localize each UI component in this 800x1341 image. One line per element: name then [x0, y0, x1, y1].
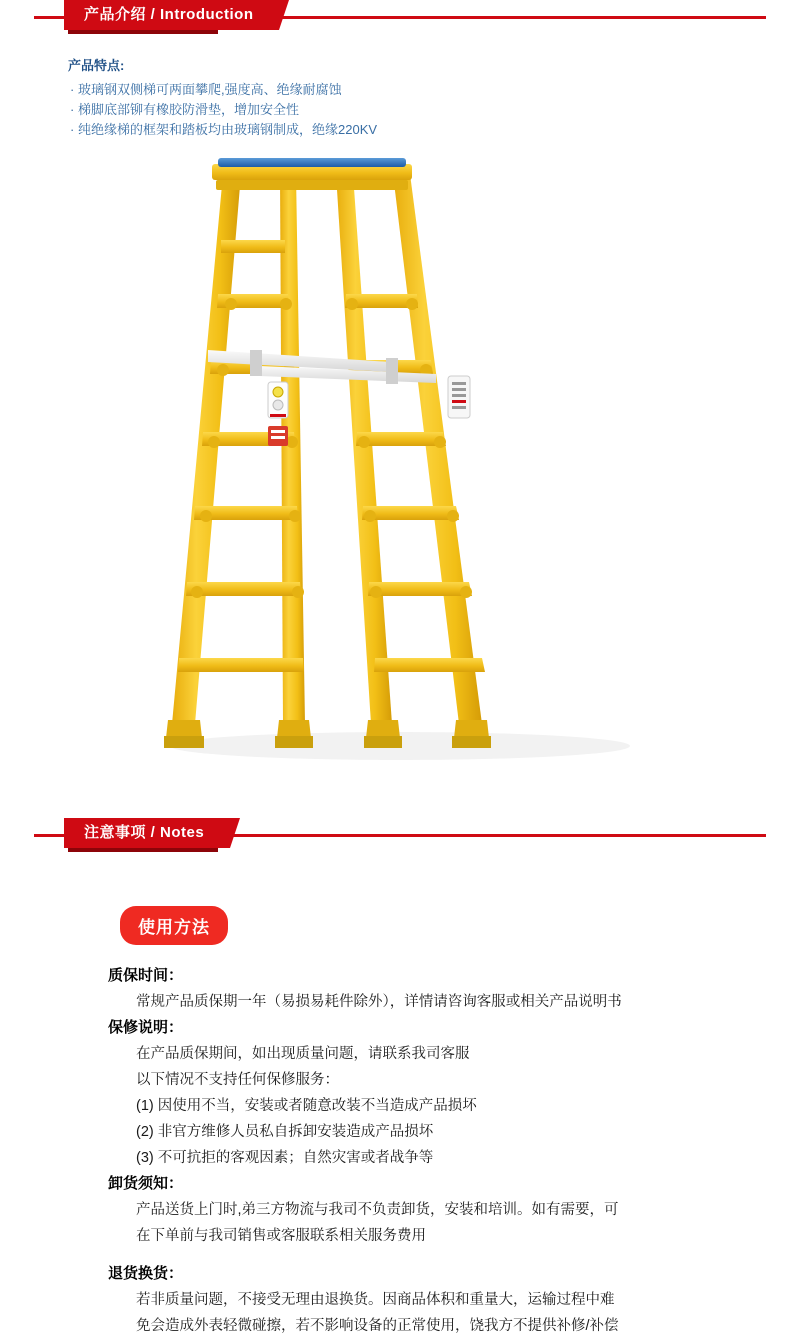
returns-line: 若非质量问题，不接受无理由退换货。因商品体积和重量大，运输过程中难: [136, 1292, 615, 1308]
ladder-illustration: [90, 154, 710, 774]
introduction-tab-label: 产品介绍 / Introduction: [64, 0, 279, 30]
features-title: 产品特点:: [68, 58, 125, 73]
warranty-period-title: 质保时间：: [108, 967, 184, 984]
notes-content: [108, 963, 728, 1339]
warranty-period-line: 常规产品质保期一年（易损易耗件除外），详情请咨询客服或相关产品说明书: [136, 994, 622, 1010]
unloading-line: 产品送货上门时,弟三方物流与我司不负责卸货，安装和培训。如有需要，可: [136, 1202, 619, 1218]
notes-section: [0, 818, 800, 1339]
tab-notch-icon: [230, 818, 240, 848]
unloading-line: 在下单前与我司销售或客服联系相关服务费用: [136, 1228, 426, 1244]
introduction-text-block: [68, 56, 800, 140]
tab-shadow: [68, 848, 218, 852]
spacer: [108, 1249, 728, 1261]
returns-line: 免会造成外表轻微碰擦，若不影响设备的正常使用，饶我方不提供补修/补偿: [136, 1318, 619, 1334]
warranty-exclusion-item: (1) 因使用不当，安装或者随意改装不当造成产品损坏: [136, 1098, 477, 1114]
warranty-exclusion-item: (2) 非官方维修人员私自拆卸安装造成产品损坏: [136, 1124, 434, 1140]
product-photo: [0, 154, 800, 794]
warranty-exclusion-item: (3) 不可抗拒的客观因素；自然灾害或者战争等: [136, 1150, 434, 1166]
tab-shadow: [68, 30, 218, 34]
returns-title: 退货换货：: [108, 1265, 184, 1282]
tab-notch-icon: [279, 0, 289, 30]
warranty-terms-line: 以下情况不支持任何保修服务：: [136, 1072, 339, 1088]
notes-tab-label: 注意事项 / Notes: [64, 818, 230, 848]
ladder-right-side: [336, 174, 491, 748]
usage-method-badge: 使用方法: [120, 906, 228, 945]
introduction-section-header: [34, 0, 766, 34]
notes-section-header: [34, 818, 766, 852]
ladder-left-side: [164, 174, 313, 748]
warranty-terms-title: 保修说明：: [108, 1019, 184, 1036]
feature-item: · 玻璃钢双侧梯可两面攀爬,强度高、绝缘耐腐蚀: [68, 80, 800, 100]
unloading-title: 卸货须知：: [108, 1175, 184, 1192]
warning-sticker: [268, 382, 288, 418]
feature-item: · 纯绝缘梯的框架和踏板均由玻璃钢制成，绝缘220KV: [68, 120, 800, 140]
feature-item: · 梯脚底部铆有橡胶防滑垫，增加安全性: [68, 100, 800, 120]
ladder-top-cap: [212, 158, 412, 190]
warranty-terms-line: 在产品质保期间，如出现质量问题，请联系我司客服: [136, 1046, 470, 1062]
